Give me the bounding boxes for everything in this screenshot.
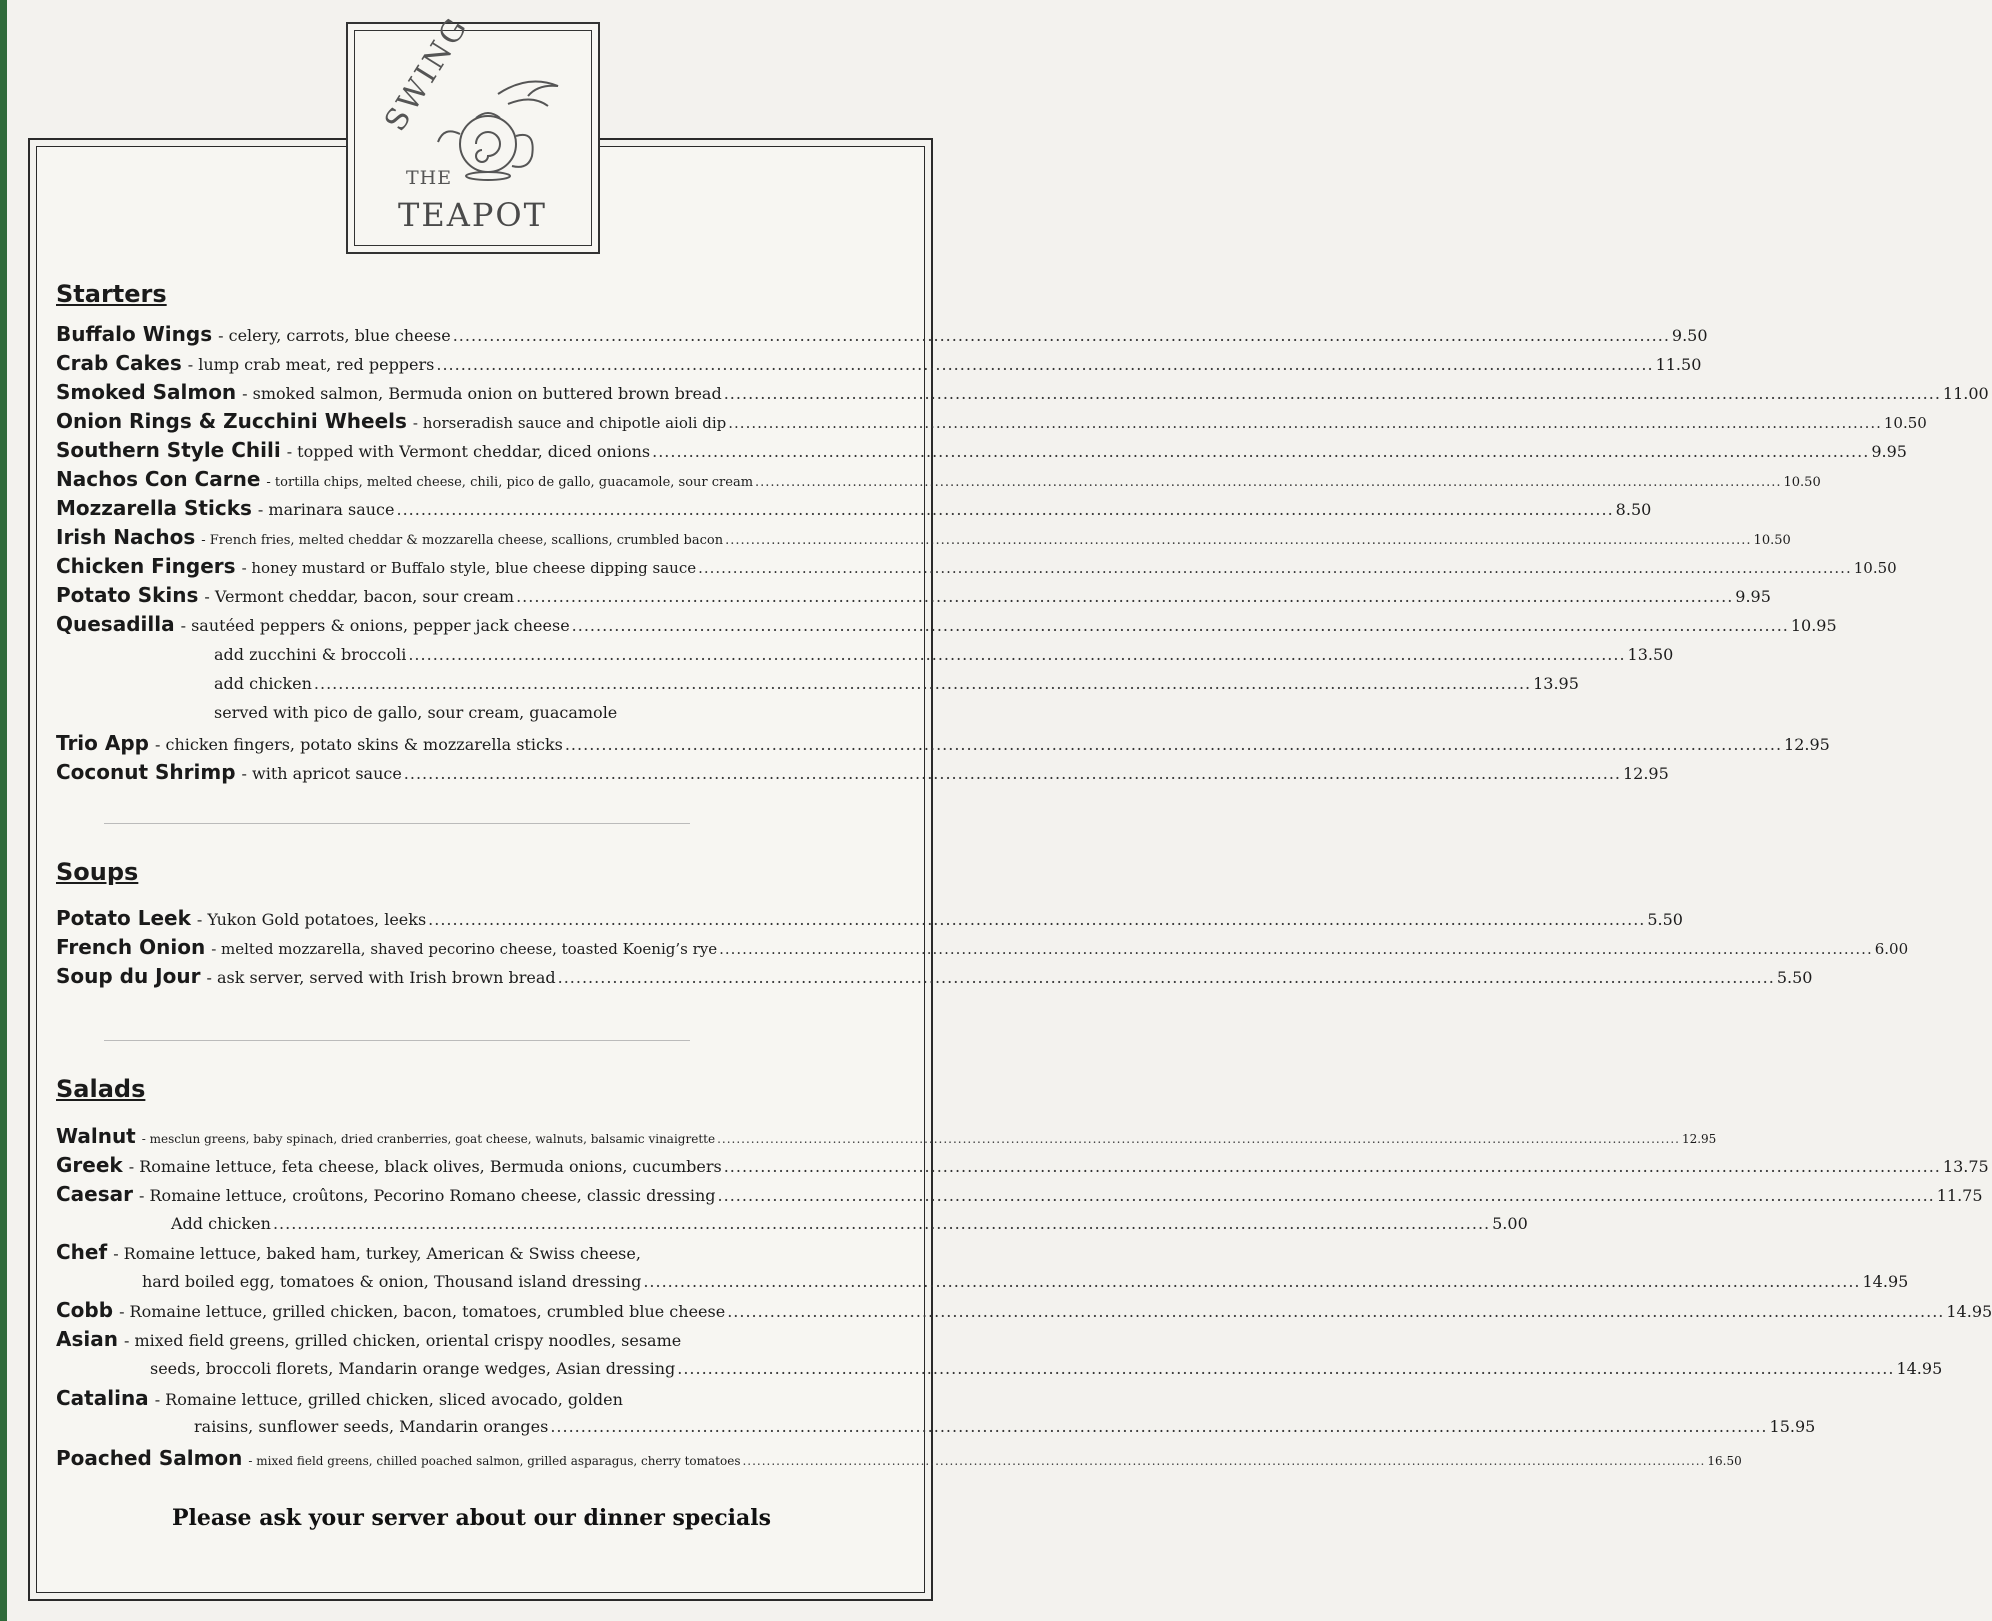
menu-item: Soup du Jour - ask server, served with Irish brown bread ..... 5.50: [56, 964, 902, 988]
menu-subitem: seeds, broccoli florets, Mandarin orange wedges, Asian dressing ..... 14.95: [150, 1359, 904, 1378]
section-title-soups: Soups: [56, 858, 139, 886]
menu-subitem: Add chicken ..... 5.00: [171, 1214, 904, 1233]
section-divider: [104, 823, 690, 824]
logo: [346, 10, 600, 254]
menu-subitem: add chicken ..... 13.95: [214, 674, 896, 693]
menu-subitem: hard boiled egg, tomatoes & onion, Thousand island dressing ..... 14.95: [142, 1272, 904, 1291]
menu-note: served with pico de gallo, sour cream, guacamole: [214, 703, 618, 722]
menu-item: Nachos Con Carne - tortilla chips, melted cheese, chili, pico de gallo, guacamole, sour cream ..... 10.50: [56, 467, 896, 491]
menu-item: Poached Salmon - mixed field greens, chilled poached salmon, grilled asparagus, cherry tomatoes ..... 16.50: [56, 1446, 904, 1470]
menu-item: Greek - Romaine lettuce, feta cheese, black olives, Bermuda onions, cucumbers ..... 13.75: [56, 1153, 904, 1177]
menu-item: Chicken Fingers - honey mustard or Buffalo style, blue cheese dipping sauce ..... 10.50: [56, 554, 896, 578]
section-title-salads: Salads: [56, 1075, 146, 1103]
section-divider: [104, 1040, 690, 1041]
logo-word-teapot: TEAPOT: [398, 196, 547, 234]
menu-item: Caesar - Romaine lettuce, croûtons, Pecorino Romano cheese, classic dressing ..... 11.75: [56, 1182, 904, 1206]
menu-item: Cobb - Romaine lettuce, grilled chicken, bacon, tomatoes, crumbled blue cheese ..... 14.95: [56, 1298, 904, 1322]
section-title-starters: Starters: [56, 280, 167, 308]
menu-subitem: raisins, sunflower seeds, Mandarin oranges ..... 15.95: [194, 1417, 904, 1436]
menu-item: Mozzarella Sticks - marinara sauce ..... 8.50: [56, 496, 896, 520]
menu-item: Coconut Shrimp - with apricot sauce ..... 12.95: [56, 760, 896, 784]
menu-item: Trio App - chicken fingers, potato skins & mozzarella sticks ..... 12.95: [56, 731, 896, 755]
menu-item: Crab Cakes - lump crab meat, red peppers ..... 11.50: [56, 351, 896, 375]
menu-item: Catalina - Romaine lettuce, grilled chicken, sliced avocado, golden: [56, 1386, 623, 1410]
menu-item: Asian - mixed field greens, grilled chicken, oriental crispy noodles, sesame: [56, 1327, 682, 1351]
menu-item: Onion Rings & Zucchini Wheels - horseradish sauce and chipotle aioli dip ..... 10.50: [56, 409, 896, 433]
menu-subitem: add zucchini & broccoli ..... 13.50: [214, 645, 896, 664]
menu-item: Southern Style Chili - topped with Vermont cheddar, diced onions ..... 9.95: [56, 438, 896, 462]
menu-item: Buffalo Wings - celery, carrots, blue cheese ..... 9.50: [56, 322, 896, 346]
menu-item: Irish Nachos - French fries, melted cheddar & mozzarella cheese, scallions, crumbled bacon ..... 10.50: [56, 525, 896, 549]
menu-item: Quesadilla - sautéed peppers & onions, pepper jack cheese ..... 10.95: [56, 612, 896, 636]
left-edge: [0, 0, 7, 1621]
menu-item: Potato Skins - Vermont cheddar, bacon, sour cream ..... 9.95: [56, 583, 896, 607]
menu-item: Smoked Salmon - smoked salmon, Bermuda onion on buttered brown bread ..... 11.00: [56, 380, 896, 404]
logo-word-swing: SWING: [378, 10, 476, 138]
dinner-specials-note: Please ask your server about our dinner specials: [172, 1505, 771, 1531]
logo-word-the: THE: [406, 167, 453, 189]
menu-item: French Onion - melted mozzarella, shaved pecorino cheese, toasted Koenig’s rye ..... 6.00: [56, 935, 902, 959]
menu-item: Chef - Romaine lettuce, baked ham, turkey, American & Swiss cheese,: [56, 1240, 641, 1264]
menu-item: Walnut - mesclun greens, baby spinach, dried cranberries, goat cheese, walnuts, balsamic vinaigrette ..... 12.95: [56, 1124, 904, 1148]
menu-item: Potato Leek - Yukon Gold potatoes, leeks ..... 5.50: [56, 906, 902, 930]
